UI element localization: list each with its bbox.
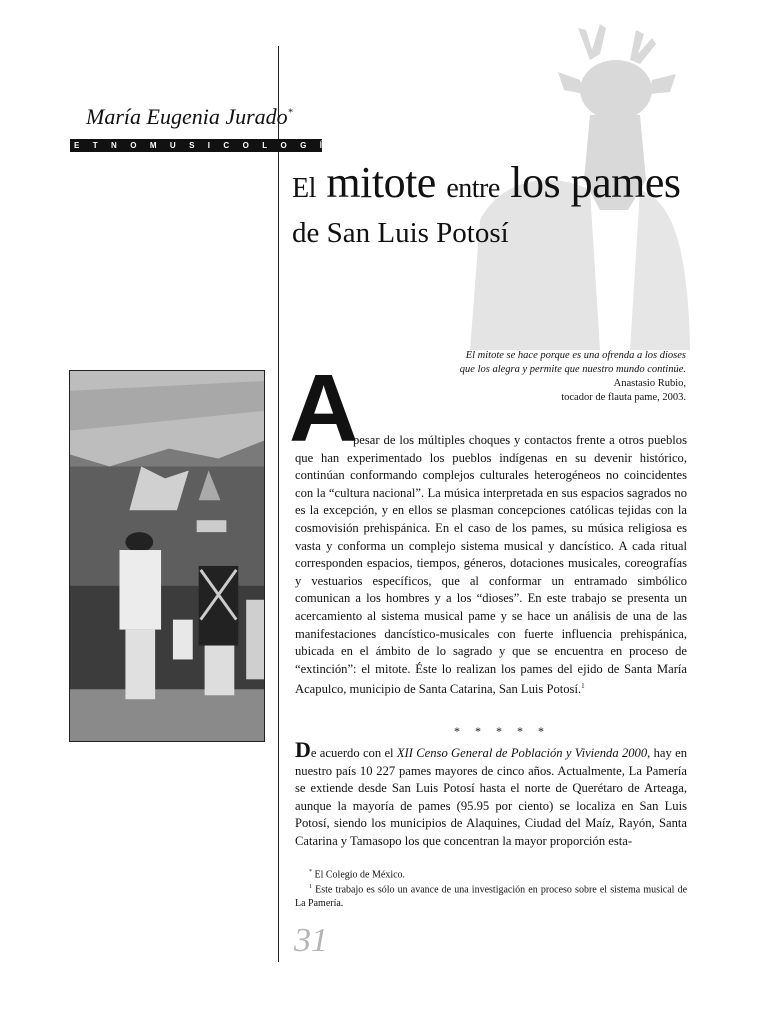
title-los-pames: los pames — [510, 158, 681, 207]
section-label: ETNOMUSICOLOGÍA — [70, 139, 322, 152]
epigraph-line1: El mitote se hace porque es una ofrenda a los dioses — [465, 350, 686, 361]
author-name: María Eugenia Jurado* — [86, 104, 293, 129]
census-title: XII Censo General de Población y Vivienda 2000 — [396, 746, 648, 760]
vertical-rule — [278, 46, 279, 962]
title-line2: de San Luis Potosí — [292, 217, 509, 249]
footnote-1: * El Colegio de México. — [309, 869, 406, 881]
page-number: 31 — [294, 922, 328, 959]
epigraph-line2: que los alegra y permite que nuestro mundo continúe. — [459, 364, 686, 375]
title-el: El — [292, 173, 316, 204]
article-title — [292, 158, 681, 250]
footnote-2: $^1$ Este trabajo es sólo un avance de una investigación en proceso sobre el sistema musical de La Pamería. — [295, 884, 688, 909]
paragraph-initial: D — [295, 737, 311, 762]
footnote-ref-1: 1 — [581, 682, 585, 691]
epigraph — [460, 349, 686, 405]
drop-cap: A — [289, 355, 359, 462]
dancers-photo — [69, 370, 265, 742]
epigraph-role: tocador de flauta pame, 2003. — [561, 392, 686, 403]
author-footnote-mark: * — [287, 107, 293, 119]
epigraph-attribution: Anastasio Rubio, — [613, 378, 686, 389]
section-separator: * * * * * — [454, 724, 550, 738]
body-paragraph-1: pesar de los múltiples choques y contactos frente a otros pueblos que han experimentado los pueblos indígenas en su devenir histórico, continúan conformando complejos culturales heterogéneos no coincidentes con la “cultura nacional”. La música interpretada en sus espacios sagrados no es la excepción, y en ellos se plasman concepciones católicas tejidas con la cosmovisión prehispánica. En el caso de los pames, su música religiosa es vasta y conforma un complejo sistema musical y dancístico. A cada ritual corresponden espacios, tiempos, géneros, dotaciones musicales, coreografías y vestuarios específicos, que al conformar un entramado simbólico comunican a los hombres y a los “dioses”. En este trabajo se presenta un acercamiento al sistema musical pame y se hace un análisis de una de las manifestaciones dancístico-musicales con fuerte influencia prehispánica, ubicada en el ámbito de lo sagrado y que se encuentra en proceso de “extinción”: el mitote. Éste lo realizan los pames del ejido de Santa María Acapulco, municipio de Santa Catarina, San Luis Potosí.$^1$ — [295, 433, 687, 697]
body-paragraph-2: De acuerdo con el XII Censo General de Población y Vivienda 2000, hay en nuestro país 10 227 pames mayores de cinco años. Actualmente, La Pamería se extiende desde San Luis Potosí hasta el norte de Querétaro de Arteaga, aunque la mayoría de pames (95.95 por ciento) se localiza en San Luis Potosí, siendo los municipios de Alaquines, Ciudad del Maíz, Rayón, Santa Catarina y Tamasopo los que concentran la mayor proporción esta- — [295, 737, 687, 848]
title-mitote: mitote — [326, 158, 436, 207]
footnotes — [295, 866, 687, 910]
title-entre: entre — [446, 173, 500, 204]
